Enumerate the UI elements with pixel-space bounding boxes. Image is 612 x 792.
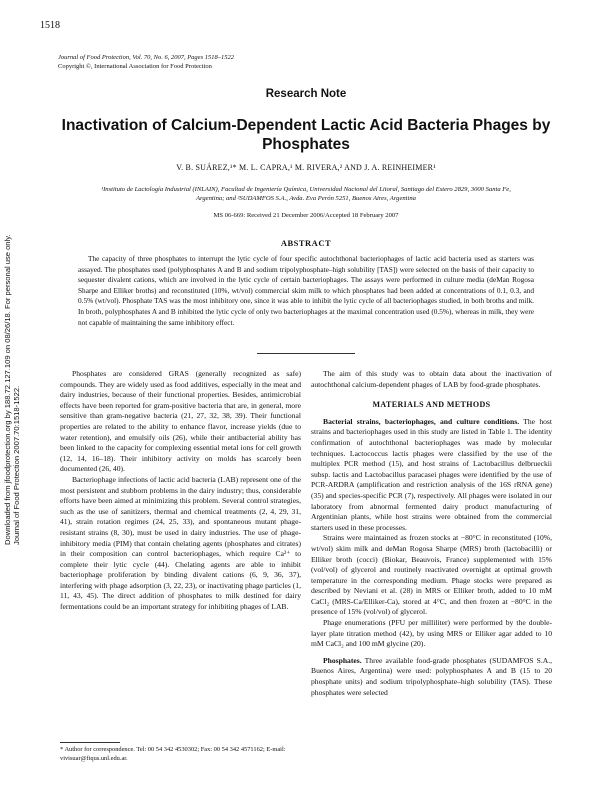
journal-citation: Journal of Food Protection, Vol. 70, No. 6, 2007, Pages 1518–1522 <box>58 54 234 61</box>
abstract-heading: ABSTRACT <box>280 238 332 248</box>
intro-paragraph-1: Phosphates are considered GRAS (generally recognized as safe) compounds. They are widely used as food additives, especially in the meat and dairy industries, because of their functional properties. Besides, antimicrobial effects have been reported for gram-positive bacteria that are, in general, more sensitive than gram-negative bacteria (21, 27, 32, 38, 39). Their functional properties are related to the ability to enhance flavor, increase yields (due to water retention), and emulsify oils (26), while their antibacterial ability has been linked to the capacity for complexing essential metal ions for cell growth (12, 14, 16–18). Their inhibitory activity on molds has scarcely been documented (26, 40). <box>60 369 301 474</box>
enumeration-paragraph: Phage enumerations (PFU per milliliter) were performed by the double-layer plate titration method (42), by using MRS or Elliker agar added to 10 mM CaCl₂ and 100 mM glycine (20). <box>311 618 552 649</box>
author-list: V. B. SUÁREZ,¹* M. L. CAPRA,¹ M. RIVERA,² AND J. A. REINHEIMER¹ <box>176 163 436 172</box>
right-column <box>311 369 552 698</box>
abstract-divider <box>257 353 355 354</box>
article-title: Inactivation of Calcium-Dependent Lactic Acid Bacteria Phages by Phosphates <box>61 117 551 153</box>
phosphates-paragraph <box>311 656 552 698</box>
left-column <box>60 369 301 613</box>
phosphates-text: Three available food-grade phosphates (SUDAMFOS S.A., Buenos Aires, Argentina) were used: polyphosphates A and B (15 to 20 phosphate units) and sodium tripolyphosphate–high solubility (TAS). These phosphates were selected <box>311 655 553 697</box>
page-number: 1518 <box>40 20 60 31</box>
maintenance-paragraph: Strains were maintained as frozen stocks at −80°C in reconstituted (10%, wt/vol) skim milk and deMan Rogosa Sharpe (MRS) broth (lactobacilli) or Elliker broth (cocci) (Biokar, Beauvois, France) supplemented with 15% (vol/vol) of glycerol and routinely reactivated overnight at optimal growth temperature in the corresponding medium. Phage stocks were prepared as described by Neviani et al. (28) in MRS or Elliker broth, added to 10 mM CaCl₂ (MRS-Ca/Elliker-Ca), stored at 4°C, and then frozen at −80°C in the presence of 15% (vol/vol) of glycerol. <box>311 533 552 617</box>
strains-text: The host strains and bacteriophages used in this study are listed in Table 1. The identity confirmation of autochthonal bacteriophages was made by molecular techniques. Lactococcus lactis phages were classified by the use of the multiplex PCR method (15), and host strains of Lactobacillus delbrueckii subsp. lactis and Lactobacillus paracasei phages were identified by the use of PCR-ARDRA (amplification and restriction analysis of the 16S rRNA gene) (35) and species-specific PCR (7), respectively. All phages were isolated in our laboratory from abnormal fermented dairy product manufacturing of Argentinian plants, while host strains were obtained from the commercial starters used in these processes. <box>311 416 552 532</box>
phosphates-subheading: Phosphates. <box>323 655 362 665</box>
journal-header <box>58 53 234 71</box>
section-heading-materials-methods: MATERIALS AND METHODS <box>372 400 491 410</box>
footnote-divider <box>60 742 120 743</box>
affiliations: ¹Instituto de Lactología Industrial (INLAIN), Facultad de Ingeniería Química, Universidad Nacional del Litoral, Santiago del Estero 2829, 3000 Santa Fe, Argentina; and ²SUDAMFOS S.A., Avda. Eva Perón 5251, Buenos Aires, Argentina <box>101 186 511 202</box>
strains-subheading: Bacterial strains, bacteriophages, and culture conditions. <box>323 416 520 426</box>
intro-paragraph-2: Bacteriophage infections of lactic acid bacteria (LAB) represent one of the most persistent and stubborn problems in the dairy industry; thus, considerable efforts have been aimed at minimizing this problem. Several control strategies, such as the use of sanitizers, thermal and chemical treatments (2, 4, 29, 31, 41), strain rotation regimes (24, 25, 33), and spontaneous mutant phage-resistant strains (8, 30), must be used in dairy industries. The use of phage-inhibitory media (PIM) that contain chelating agents (phosphates and citrates) in their composition can control bacteriophages, which require Ca²⁺ to complete their lytic cycle (44). Chelating agents are able to inhibit bacteriophage proliferation by binding divalent cations (6, 9, 36, 37), interfering with phage adsorption (3, 22, 23), or inactivating phage particles (1, 11, 43, 45). The direct addition of phosphates to milk destined for dairy fermentations could be an important strategy for inhibiting phages of LAB. <box>60 474 301 612</box>
aim-paragraph: The aim of this study was to obtain data about the inactivation of autochthonal calcium-dependent phages of LAB by food-grade phosphates. <box>311 369 552 389</box>
correspondence-footnote: * Author for correspondence. Tel: 00 54 342 4530302; Fax: 00 54 342 4571162; E-mail: vivisuar@fiqus.unl.edu.ar. <box>60 746 286 762</box>
manuscript-dates: MS 06-669: Received 21 December 2006/Accepted 18 February 2007 <box>213 212 399 219</box>
download-notice-text: Downloaded from jfoodprotection.org by 188.72.127.109 on 08/26/18. For personal use only. Journal of Food Protection 2007.70:1518-1522. <box>3 234 21 545</box>
strains-paragraph <box>311 417 552 534</box>
download-notice-sidebar <box>2 215 28 545</box>
abstract-text: The capacity of three phosphates to interrupt the lytic cycle of four specific autochthonal bacteriophages of lactic acid bacteria used as starters was assayed. The phosphates used (polyphosphates A and B and sodium tripolyphosphate–high solubility [TAS]) were selected on the basis of their capacity to sequester divalent cations, which are involved in the lytic cycle of certain bacteriophages. The assays were performed in culture media (deMan Rogosa Sharpe and Elliker broths) and reconstituted (10%, wt/vol) commercial skim milk to which phosphates had been added at concentrations of 0.1, 0.3, and 0.5% (wt/vol). Phosphate TAS was the most inhibitory one, since it was able to inhibit the lytic cycle of all bacteriophages studied, in both broths and milk. In broth, polyphosphates A and B inhibited the lytic cycle of only two bacteriophages at the maximal concentration used (0.5%), whereas in milk, they were not capable of maintaining the same inhibitory effect. <box>78 254 534 327</box>
copyright-line: Copyright ©, International Association for Food Protection <box>58 63 212 70</box>
article-type: Research Note <box>265 88 347 100</box>
